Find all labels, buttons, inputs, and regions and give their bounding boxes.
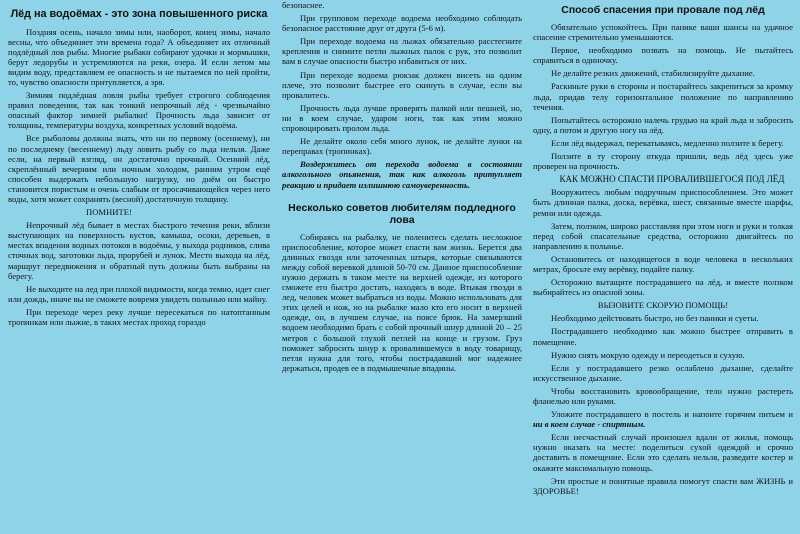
paragraph: Вооружитесь любым подручным приспособлением. Это может быть длинная палка, доска, верёвка, шест, связанные вместе шарфы, ремни или одежда.	[533, 187, 793, 218]
paragraph: Собираясь на рыбалку, не поленитесь сделать несложное приспособление, которое может спасти вам жизнь. Берется два длинных гвоздя или заточенных штыря, которые связываются между собой веревкой длиной 50-70 см. Данное приспособление нужно держать в таком месте на верхней одежде, из которого сможете его быстро достать, находясь в воде. Втыкая гвозди в лед, человек может выбраться из воды. Можно использовать для этих целей и нож, но на рыбалке мало кто его носит в верхней одежде, он, в лучшем случае, на поясе брюк. На замерзший водоем необходимо брать с собой прочный шнур длиной 20 – 25 метров с большой глухой петлей на конце и грузом. Груз поможет забросить шнур к провалившемуся в воду товарищу, петля нужна для того, чтобы пострадавший мог надежнее держаться, продев ее в подмышечные впадины.	[282, 231, 522, 373]
paragraph: При групповом переходе водоема необходимо соблюдать безопасное расстояние друг от друга (5-6 м).	[282, 13, 522, 34]
paragraph: Затем, ползком, широко расставляя при этом ноги и руки и толкая перед собой спасательные средства, осторожно двигайтесь по направлению к полынье.	[533, 220, 793, 251]
paragraph: Необходимо действовать быстро, но без паники и суеты.	[551, 313, 759, 324]
warning-paragraph: Воздержитесь от перехода водоема в состоянии алкогольного опьянения, так как алкоголь притупляет реакцию и придает излишнюю самоуверенность.	[282, 159, 522, 190]
closing-paragraph: Эти простые и понятные правила помогут спасти вам ЖИЗНЬ и ЗДОРОВЬЕ!	[533, 475, 793, 496]
paragraph: При переходе через реку лучше пересекаться по натоптанным тропинкам или лыжне, в таких местах проход гораздо	[8, 306, 270, 328]
subheading-rescue-other: КАК МОЖНО СПАСТИ ПРОВАЛИВШЕГОСЯ ПОД ЛЁД	[559, 174, 785, 185]
column-right	[533, 0, 793, 534]
column-left	[8, 0, 270, 534]
paragraph: Зимняя подлёдная ловля рыбы требует строгого соблюдения правил поведения, так как тонкий непрочный лёд - чрезвычайно опасный фактор зимней рыбалки! Прочность льда зависит от толщины, температуры воздуха, конкретных условий водоёма.	[8, 90, 270, 131]
section-title-rescue: Способ спасения при провале под лёд	[561, 4, 765, 16]
paragraph-continuation: безопаснее.	[282, 0, 325, 10]
leaflet-title: Лёд на водоёмах - это зона повышенного риска	[10, 8, 268, 20]
paragraph: Остановитесь от находящегося в воде человека в нескольких метрах, бросьте ему верёвку, подайте палку.	[533, 253, 793, 274]
paragraph: Пострадавшего необходимо как можно быстрее отправить в помещение.	[533, 326, 793, 347]
paragraph: При переходе водоема рюкзак должен висеть на одном плече, это позволит быстрее его скинуть в случае, если вы провалитесь.	[282, 69, 522, 100]
section-title-tips: Несколько советов любителям подледного лова	[288, 201, 516, 226]
paragraph: Ползите в ту сторону откуда пришли, ведь лёд здесь уже проверен на прочность.	[533, 151, 793, 172]
call-ambulance-heading: ВЫЗОВИТЕ СКОРУЮ ПОМОЩЬ!	[597, 300, 729, 311]
paragraph: Прочность льда лучше проверять палкой или пешней, но, ни в коем случае, ударом ноги, так как этим можно спровоцировать пролом льда.	[282, 102, 522, 134]
paragraph: При переходе водоема на лыжах обязательно расстегните крепления и снимите петли лыжных палок с рук, это позволит вам в случае опасности быстро избавиться от них.	[282, 36, 522, 67]
paragraph: Если лёд выдержал, перекатываясь, медленно ползите к берегу.	[551, 137, 784, 148]
paragraph: Обязательно успокойтесь. При панике ваши шансы на удачное спасение стремительно уменьшаются.	[533, 22, 793, 43]
paragraph-emphasis: ни в коем случае - спиртным.	[533, 419, 646, 430]
paragraph: Все рыболовы должны знать, что ни по первому (осеннему), ни по последнему (весеннему) льду ловить рыбу со льда нельзя. Даже если, на первый взгляд, он достаточно прочный. Осенний лёд, скреплённый вечерним или ночным холодом, ранним утром ещё способен выдержать небольшую нагрузку, но днём он быстро становится пористым и очень слабым от просачивающейся через него воды, хотя может сохранять (весной) достаточную толщину.	[8, 133, 270, 204]
paragraph: Поздняя осень, начало зимы или, наоборот, конец зимы, начало весны, что объединяет эти времена года? А объединяет их отличный подлёдный лов рыбы. Многие рыбаки собирают удочки и мормышки, берут ледорубы и устремляются на реки, озера. И если летом мы видим воду, представляем ее опасность и не пытаемся по ней пройти, то, чувство опасности притупляется, а зря.	[8, 26, 270, 87]
paragraph: Если несчастный случай произошел вдали от жилья, помощь нужно оказать на месте: поделиться сухой одеждой и срочно доставить в помещение. Если это сделать нельзя, разведите костер и окажите максимальную помощь.	[533, 432, 793, 473]
paragraph: Раскиньте руки в стороны и постарайтесь закрепиться за кромку льда, придав телу горизонтальное положение по направлению течения.	[533, 81, 793, 112]
paragraph: Попытайтесь осторожно налечь грудью на край льда и забросить одну, а потом и другую ногу на лёд.	[533, 114, 793, 135]
paragraph: Осторожно вытащите пострадавшего на лёд, и вместе ползком выбирайтесь из опасной зоны.	[533, 277, 793, 298]
column-middle	[282, 0, 522, 534]
paragraph: Не выходите на лед при плохой видимости, когда темно, идет снег или дождь, иначе вы не сможете вовремя увидеть полынью или майну.	[8, 283, 270, 304]
paragraph: Первое, необходимо позвать на помощь. Не пытайтесь справиться в одиночку.	[533, 45, 793, 66]
paragraph: Не делайте около себя много лунок, не делайте лунки на переправах (тропинках).	[282, 136, 522, 157]
paragraph-text: Уложите пострадавшего в постель и напоите горячим питьем и	[551, 409, 793, 420]
remember-heading: ПОМНИТЕ!	[86, 207, 132, 218]
paragraph	[533, 409, 793, 429]
paragraph: Чтобы восстановить кровообращение, тело нужно растереть фланелью или руками.	[533, 385, 793, 406]
paragraph: Непрочный лёд бывает в местах быстрого течения реки, вблизи выступающих на поверхность кустов, камыша, осоки, деревьев, в местах впадения водных потоков в водоёмы, у выхода родников, слива сточных вод, заготовки льда, прорубей и лунок. Место выхода на лёд, маршрут передвижения и обратный путь должны быть выбраны на берегу.	[8, 220, 270, 281]
paragraph: Не делайте резких движений, стабилизируйте дыхание.	[551, 68, 755, 79]
paragraph: Если у пострадавшего резко ослаблено дыхание, сделайте искусственное дыхание.	[533, 362, 793, 383]
paragraph: Нужно снять мокрую одежду и переодеться в сухую.	[551, 349, 745, 360]
